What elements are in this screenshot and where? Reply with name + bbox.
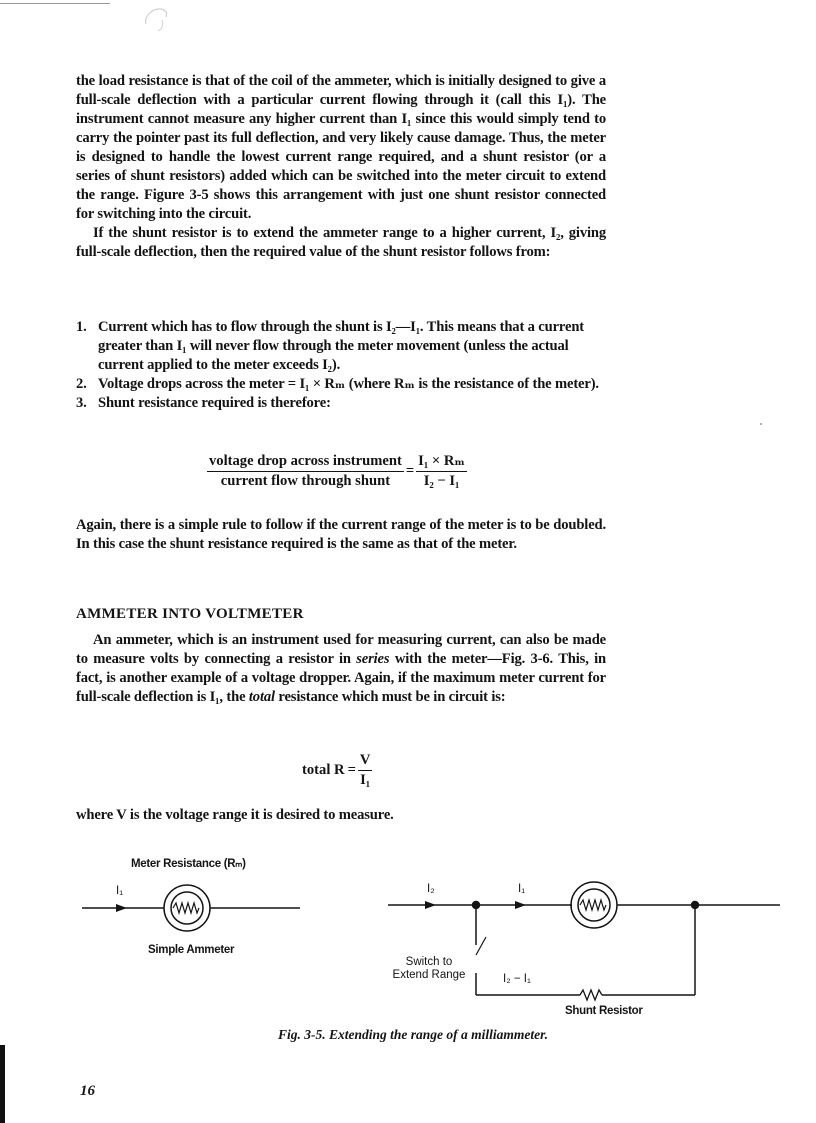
formula-lhs-numerator: voltage drop across instrument: [209, 452, 402, 469]
emphasis-total: total: [248, 689, 275, 705]
figure-caption: Fig. 3-5. Extending the range of a milliammeter.: [278, 1027, 549, 1042]
formula2-fraction: [359, 752, 372, 789]
body-text-top: [76, 72, 606, 262]
list-item: [76, 375, 606, 394]
label-i2: I₂: [427, 883, 435, 895]
list-item-number: 1.: [76, 319, 87, 335]
formula-rhs-numerator: I₁ × Rₘ: [418, 453, 465, 469]
body-text-middle: [76, 516, 606, 554]
current-arrow-icon: [515, 901, 526, 909]
formula2-denominator: I₁: [358, 770, 373, 789]
label-i2-minus-i1: I₂ − I₁: [503, 973, 531, 985]
paragraph-shunt-intro: If the shunt resistor is to extend the ammeter range to a higher current, I₂, giving full-scale deflection, then the required value of the shunt resistor follows from:: [76, 225, 606, 260]
label-switch-to-extend-range: [384, 956, 474, 982]
formula2-equals-sign: =: [347, 762, 356, 778]
total-resistance-formula: [302, 752, 371, 789]
scan-smudge-mark: [140, 4, 172, 34]
paragraph-load-resistance: the load resistance is that of the coil of the ammeter, which is initially designed to give a full-scale deflection with a particular current flowing through it (call this I₁). The instrument cannot measure any higher current than I₁ since this would simply tend to carry the pointer past its full deflection, and very likely cause damage. Thus, the meter is designed to handle the lowest current range required, and a shunt resistor (or a series of shunt resistors) added which can be switched into the meter circuit to extend the range. Figure 3-5 shows this arrangement with just one shunt resistor connected for switching into the circuit.: [76, 73, 606, 222]
paragraph-ammeter-voltmeter: [76, 631, 606, 707]
paragraph-text-part: An ammeter, which is an instrument used for measuring current, can also be made to measure volts by connecting a resistor in: [76, 632, 606, 667]
scan-top-rule: [0, 3, 110, 4]
paragraph-text-part: with the meter—Fig. 3-6. This, in fact, is another example of a voltage dropper. Again, if the maximum meter current for full-scale deflection is I₁, the: [76, 651, 606, 705]
current-arrow-icon: [116, 904, 127, 912]
shunt-resistance-formula: [208, 452, 466, 490]
list-item-number: 3.: [76, 395, 87, 411]
label-i1-left: I₁: [116, 885, 124, 897]
paragraph-voltage-range: where V is the voltage range it is desired to measure.: [76, 807, 394, 823]
label-meter-resistance: Meter Resistance (Rₘ): [131, 858, 246, 870]
formula-equals-sign: =: [405, 462, 415, 479]
meter-coil-zigzag-icon: [580, 900, 606, 910]
circuit-drawing: [0, 845, 816, 1025]
list-item: [76, 394, 606, 413]
shunt-steps-list: [76, 318, 606, 413]
label-i1-right: I₁: [518, 883, 526, 895]
current-arrow-icon: [425, 901, 436, 909]
formula2-numerator: V: [359, 752, 371, 768]
body-text-voltmeter: [76, 631, 606, 707]
formula-rhs-denominator: I₂ − I₁: [416, 471, 467, 490]
formula2-lhs: total R: [302, 762, 345, 778]
binding-shadow: [0, 1045, 5, 1123]
list-item: [76, 318, 606, 375]
paragraph-text-part: resistance which must be in circuit is:: [274, 689, 506, 705]
formula-rhs-fraction: [417, 452, 466, 490]
meter-coil-zigzag-icon: [173, 903, 199, 913]
section-heading: AMMETER INTO VOLTMETER: [76, 606, 304, 622]
list-item-text: Current which has to flow through the shunt is I₂—I₁. This means that a current greater than I₁ will never flow through the meter movement (unless the actual current applied to the meter exceeds I₂).: [98, 319, 584, 373]
page-number: 16: [80, 1083, 95, 1099]
body-text-bottom: [76, 806, 606, 825]
formula-lhs-fraction: [208, 453, 403, 490]
label-switch-line1: Switch to: [405, 956, 453, 968]
label-shunt-resistor: Shunt Resistor: [565, 1005, 643, 1017]
paragraph-doubling-rule: Again, there is a simple rule to follow if the current range of the meter is to be doubled. In this case the shunt resistance required is the same as that of the meter.: [76, 517, 606, 552]
formula-lhs-denominator: current flow through shunt: [207, 471, 404, 490]
list-item-text: Shunt resistance required is therefore:: [98, 395, 331, 411]
scan-speck: [760, 423, 762, 425]
label-simple-ammeter: Simple Ammeter: [148, 944, 235, 956]
switch-blade-icon: [476, 937, 486, 955]
list-item-number: 2.: [76, 376, 87, 392]
list-item-text: Voltage drops across the meter = I₁ × Rₘ (where Rₘ is the resistance of the meter).: [98, 376, 599, 392]
emphasis-series: series: [356, 651, 390, 667]
shunt-resistor-zigzag-icon: [580, 990, 602, 1000]
label-switch-line2: Extend Range: [392, 969, 466, 981]
